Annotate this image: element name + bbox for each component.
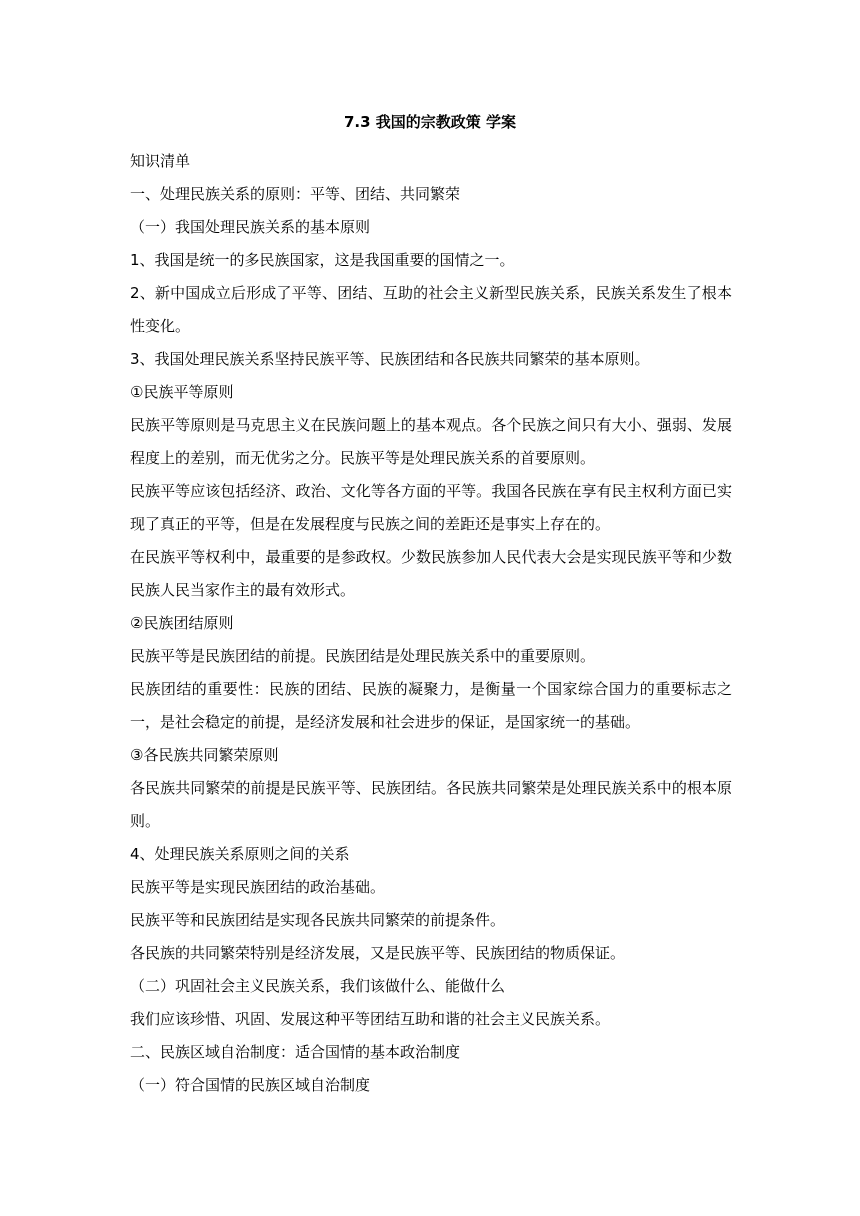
body-paragraph: 民族平等原则是马克思主义在民族问题上的基本观点。各个民族之间只有大小、强弱、发展程度上的差别，而无优劣之分。民族平等是处理民族关系的首要原则。 xyxy=(130,416,732,467)
body-paragraph: 在民族平等权利中，最重要的是参政权。少数民族参加人民代表大会是实现民族平等和少数民族人民当家作主的最有效形式。 xyxy=(130,548,732,599)
heading-level-2: （二）巩固社会主义民族关系，我们该做什么、能做什么 xyxy=(130,977,506,995)
heading-level-1: 一、处理民族关系的原则：平等、团结、共同繁荣 xyxy=(130,185,461,203)
numbered-point: 2、新中国成立后形成了平等、团结、互助的社会主义新型民族关系，民族关系发生了根本性变化。 xyxy=(130,284,732,335)
heading-level-1: 二、民族区域自治制度：适合国情的基本政治制度 xyxy=(130,1043,461,1061)
principle-heading: ②民族团结原则 xyxy=(130,614,234,632)
document-title: 7.3 我国的宗教政策 学案 xyxy=(343,113,517,131)
numbered-point: 1、我国是统一的多民族国家，这是我国重要的国情之一。 xyxy=(130,251,515,269)
body-paragraph: 民族平等应该包括经济、政治、文化等各方面的平等。我国各民族在享有民主权利方面已实现了真正的平等，但是在发展程度与民族之间的差距还是事实上存在的。 xyxy=(130,482,732,533)
body-paragraph: 民族平等是民族团结的前提。民族团结是处理民族关系中的重要原则。 xyxy=(130,647,596,665)
principle-heading: ③各民族共同繁荣原则 xyxy=(130,746,279,764)
body-paragraph: 民族平等和民族团结是实现各民族共同繁荣的前提条件。 xyxy=(130,911,506,929)
numbered-point: 3、我国处理民族关系坚持民族平等、民族团结和各民族共同繁荣的基本原则。 xyxy=(130,350,650,368)
body-paragraph: 民族团结的重要性：民族的团结、民族的凝聚力，是衡量一个国家综合国力的重要标志之一，是社会稳定的前提，是经济发展和社会进步的保证，是国家统一的基础。 xyxy=(130,680,732,731)
heading-level-2: （一）我国处理民族关系的基本原则 xyxy=(130,218,371,236)
numbered-point: 4、处理民族关系原则之间的关系 xyxy=(130,845,350,863)
document-body xyxy=(130,145,732,1102)
section-label: 知识清单 xyxy=(130,152,191,170)
body-paragraph: 我们应该珍惜、巩固、发展这种平等团结互助和谐的社会主义民族关系。 xyxy=(130,1010,611,1028)
body-paragraph: 各民族共同繁荣的前提是民族平等、民族团结。各民族共同繁荣是处理民族关系中的根本原则。 xyxy=(130,779,732,830)
body-paragraph: 各民族的共同繁荣特别是经济发展，又是民族平等、民族团结的物质保证。 xyxy=(130,944,626,962)
heading-level-2: （一）符合国情的民族区域自治制度 xyxy=(130,1076,371,1094)
principle-heading: ①民族平等原则 xyxy=(130,383,234,401)
body-paragraph: 民族平等是实现民族团结的政治基础。 xyxy=(130,878,386,896)
